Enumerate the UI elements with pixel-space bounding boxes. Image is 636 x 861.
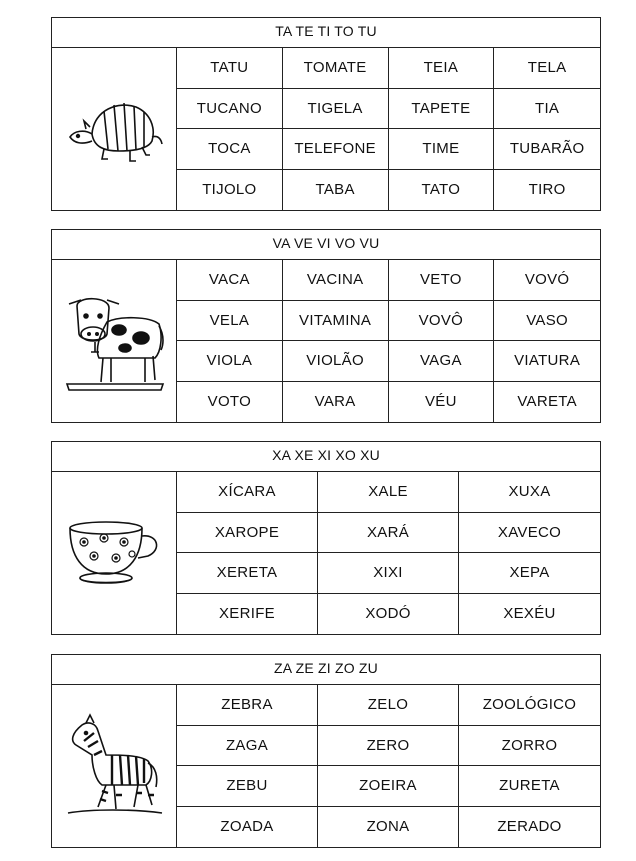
word-cell: VARA (283, 382, 389, 423)
zebra-icon (52, 685, 177, 847)
word-cell: XALE (318, 472, 459, 513)
word-cell: ZORRO (459, 726, 600, 767)
word-cell: VETO (389, 260, 495, 301)
word-cell: VIOLA (177, 341, 283, 382)
word-cell: XIXI (318, 553, 459, 594)
word-grid (177, 685, 600, 847)
word-cell: VAGA (389, 341, 495, 382)
word-cell: XAROPE (177, 513, 318, 554)
word-cell: VÉU (389, 382, 495, 423)
word-cell: TIJOLO (177, 170, 283, 211)
word-cell: TOMATE (283, 48, 389, 89)
word-cell: TEIA (389, 48, 495, 89)
word-cell: TIGELA (283, 89, 389, 130)
block-title: XA XE XI XO XU (52, 442, 600, 472)
word-cell: TABA (283, 170, 389, 211)
word-cell: TOCA (177, 129, 283, 170)
word-cell: TATO (389, 170, 495, 211)
word-cell: VACINA (283, 260, 389, 301)
word-cell: XEXÉU (503, 605, 556, 623)
word-cell: VACA (177, 260, 283, 301)
word-cell: ZONA (318, 807, 459, 848)
word-cell: TUBARÃO (494, 129, 600, 170)
word-cell: VASO (494, 301, 600, 342)
word-cell: XODÓ (318, 594, 459, 635)
word-cell: ZEBU (177, 766, 318, 807)
word-cell: ZERO (318, 726, 459, 767)
word-cell: XERIFE (177, 594, 318, 635)
word-cell: TELA (494, 48, 600, 89)
word-cell: TUCANO (177, 89, 283, 130)
word-cell: ZEBRA (177, 685, 318, 726)
word-cell: VOTO (177, 382, 283, 423)
word-cell: VOVÔ (389, 301, 495, 342)
word-cell: VARETA (517, 393, 577, 411)
armadillo-icon (52, 48, 177, 210)
word-cell: VOVÓ (494, 260, 600, 301)
word-cell: TIME (389, 129, 495, 170)
syllable-block-t (51, 17, 601, 211)
block-title: ZA ZE ZI ZO ZU (52, 655, 600, 685)
word-cell: VELA (177, 301, 283, 342)
syllable-block-z (51, 654, 601, 848)
word-grid (177, 472, 600, 634)
word-cell: XEPA (459, 553, 600, 594)
word-cell: XARÁ (318, 513, 459, 554)
syllable-block-x (51, 441, 601, 635)
word-cell: ZURETA (459, 766, 600, 807)
teacup-icon (52, 472, 177, 634)
word-cell: VIATURA (494, 341, 600, 382)
word-cell: TATU (177, 48, 283, 89)
syllable-block-v (51, 229, 601, 423)
word-grid (177, 260, 600, 422)
word-cell: XAVECO (459, 513, 600, 554)
word-cell: TELEFONE (283, 129, 389, 170)
word-cell: TIA (494, 89, 600, 130)
word-cell: XUXA (459, 472, 600, 513)
word-cell: XÍCARA (177, 472, 318, 513)
word-cell: ZOOLÓGICO (459, 685, 600, 726)
word-cell: VIOLÃO (283, 341, 389, 382)
word-cell: ZAGA (177, 726, 318, 767)
word-cell: ZERADO (497, 818, 562, 836)
word-cell: ZOEIRA (318, 766, 459, 807)
word-cell: VITAMINA (283, 301, 389, 342)
word-cell: TIRO (528, 181, 566, 199)
block-title: TA TE TI TO TU (52, 18, 600, 48)
word-cell: TAPETE (389, 89, 495, 130)
word-cell: ZOADA (177, 807, 318, 848)
word-cell: ZELO (318, 685, 459, 726)
cow-icon (52, 260, 177, 422)
word-grid (177, 48, 600, 210)
word-cell: XERETA (177, 553, 318, 594)
block-title: VA VE VI VO VU (52, 230, 600, 260)
